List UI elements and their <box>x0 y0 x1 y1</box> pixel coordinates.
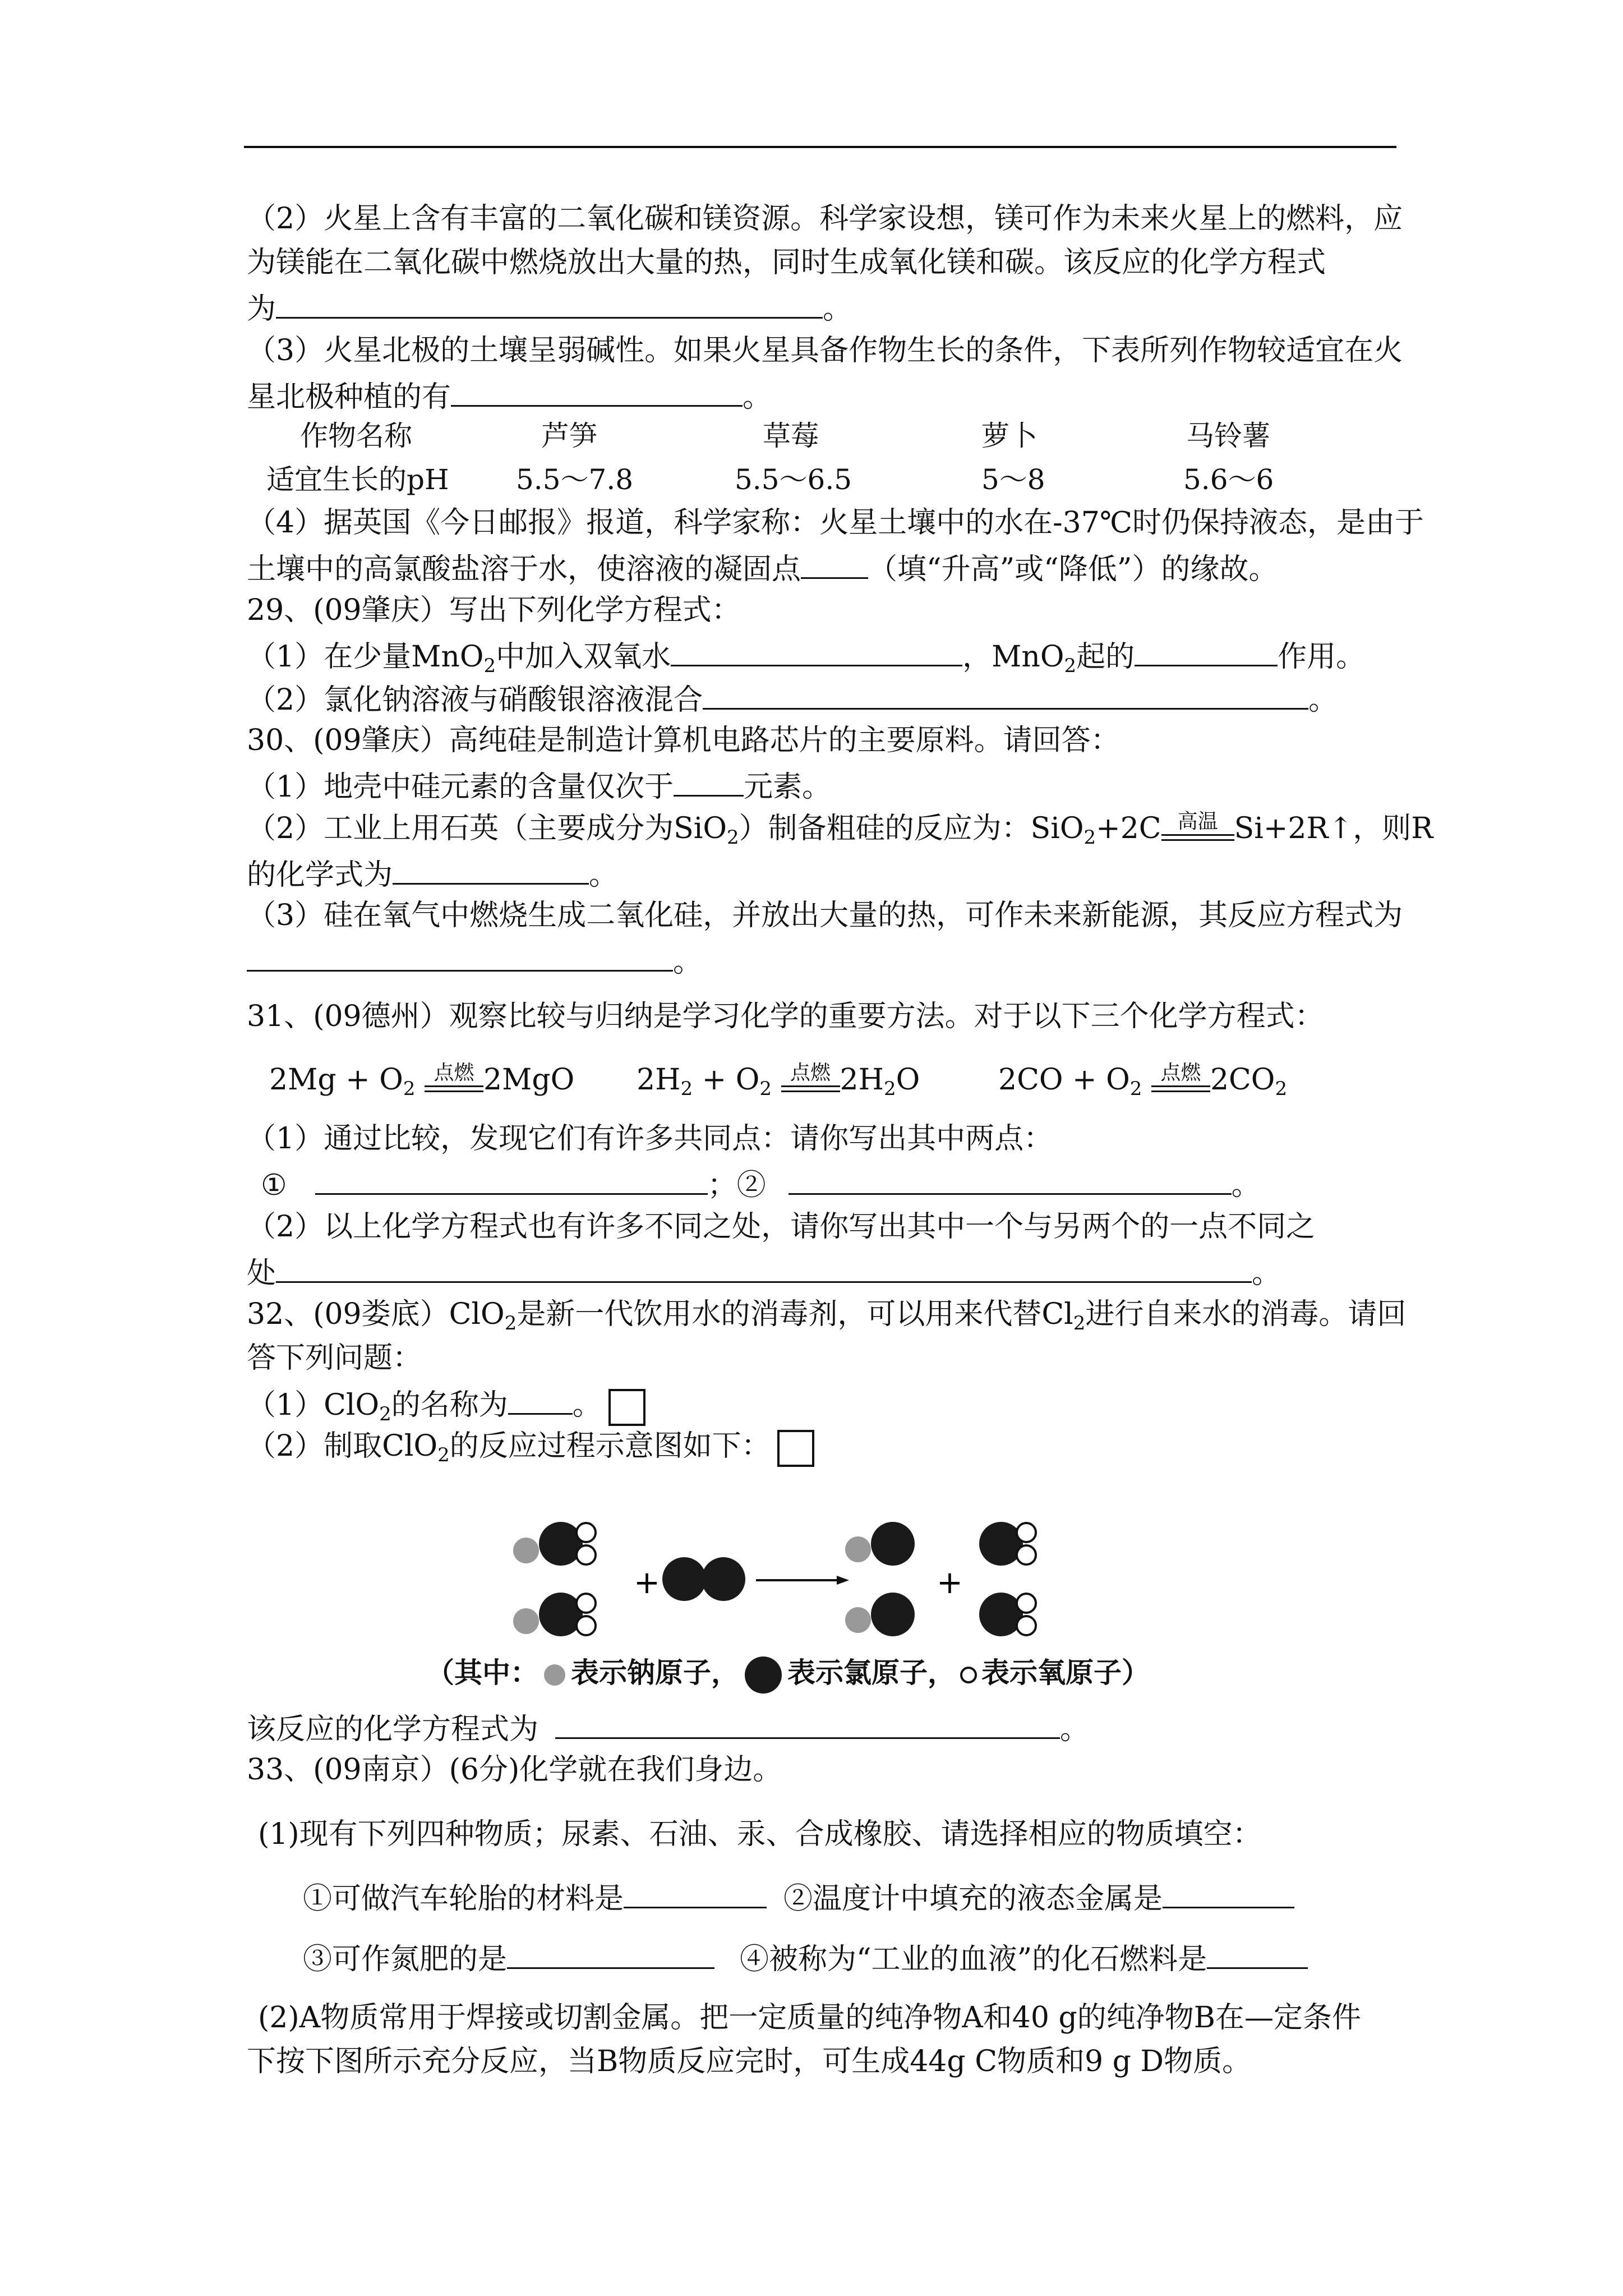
reaction-condition: 高温 <box>1161 822 1234 841</box>
table-cell: 萝卜 <box>981 420 1038 452</box>
answer-blank[interactable] <box>1135 634 1278 666</box>
table-cell: 5.5～7.8 <box>516 463 634 496</box>
answer-blank[interactable] <box>1163 1876 1294 1908</box>
table-cell: 5～8 <box>981 463 1045 496</box>
answer-blank[interactable] <box>671 634 962 666</box>
table-cell: 马铃薯 <box>1186 420 1270 452</box>
q33-items-row1: ①可做汽车轮胎的材料是 ②温度计中填充的液态金属是 <box>303 1876 1294 1918</box>
table-cell: 5.5～6.5 <box>735 463 852 496</box>
sodium-chlorite-molecule <box>513 1593 596 1636</box>
q33-p2-line2: 下按下图所示充分反应，当B物质反应完时，可生成44g C物质和9 g D物质。 <box>247 2045 1252 2078</box>
q33-heading: 33、(09南京）(6分)化学就在我们身边。 <box>247 1753 782 1787</box>
chlorine-molecule <box>662 1557 745 1601</box>
answer-blank[interactable] <box>315 1163 708 1195</box>
q29-heading: 29、(09肇庆）写出下列化学方程式： <box>247 593 741 627</box>
answer-blank[interactable] <box>703 678 1308 710</box>
reaction-condition: 点燃 <box>781 1073 840 1092</box>
reaction-arrow <box>756 1576 849 1585</box>
q28-p2-line2: 为镁能在二氧化碳中燃烧放出大量的热，同时生成氧化镁和碳。该反应的化学方程式 <box>247 246 1326 279</box>
q31-p1: （1）通过比较，发现它们有许多共同点：请你写出其中两点： <box>247 1122 1053 1156</box>
oxygen-atom-icon <box>960 1667 977 1683</box>
q32-heading-line1: 32、(09娄底）ClO$_2$是新一代饮用水的消毒剂，可以用来代替$Cl_2$进行自来水的消毒。请回 <box>247 1297 1407 1335</box>
sodium-chlorite-molecule <box>513 1522 596 1566</box>
q31-p1-answers: ① ；② 。 <box>261 1163 1261 1205</box>
answer-blank[interactable] <box>789 1163 1232 1195</box>
q30-p3-line2: 。 <box>247 940 702 982</box>
q30-heading: 30、(09肇庆）高纯硅是制造计算机电路芯片的主要原料。请回答： <box>247 724 1120 757</box>
q30-p3-line1: （3）硅在氧气中燃烧生成二氧化硅，并放出大量的热，可作未来新能源，其反应方程式为 <box>247 899 1403 932</box>
q32-heading-line2: 答下列问题： <box>247 1341 422 1375</box>
answer-blank[interactable] <box>508 1383 573 1415</box>
answer-blank[interactable] <box>801 547 868 579</box>
q28-p3-line1: （3）火星北极的土壤呈弱碱性。如果火星具备作物生长的条件，下表所列作物较适宜在火 <box>247 334 1403 367</box>
q30-p1: （1）地壳中硅元素的含量仅次于 元素。 <box>247 765 831 807</box>
q30-p2-line2: 的化学式为 。 <box>247 853 618 895</box>
chlorine-atom-icon <box>745 1657 782 1694</box>
table-cell: 适宜生长的pH <box>266 463 449 496</box>
answer-blank[interactable] <box>276 287 823 319</box>
q33-p2-line1: (2)A物质常用于焊接或切割金属。把一定质量的纯净物A和40 g的纯净物B在—定条件 <box>258 2001 1361 2035</box>
reaction-condition: 点燃 <box>1151 1073 1210 1092</box>
plus-sign: + <box>937 1565 963 1601</box>
reaction-condition: 点燃 <box>425 1073 483 1092</box>
checkbox[interactable] <box>777 1430 814 1467</box>
chlorine-dioxide-molecule <box>979 1593 1036 1636</box>
q31-heading: 31、(09德州）观察比较与归纳是学习化学的重要方法。对于以下三个化学方程式： <box>247 1000 1324 1033</box>
q28-p4-line1: （4）据英国《今日邮报》报道，科学家称：火星土壤中的水在-37℃时仍保持液态，是由于 <box>247 506 1424 540</box>
checkbox[interactable] <box>608 1389 645 1426</box>
q31-p2-line1: （2）以上化学方程式也有许多不同之处，请你写出其中一个与另两个的一点不同之 <box>247 1210 1316 1244</box>
answer-blank[interactable] <box>507 1937 714 1969</box>
q32-p2: （2）制取ClO$_2$的反应过程示意图如下： <box>247 1427 814 1467</box>
q30-p2-line1: （2）工业上用石英（主要成分为SiO$_2$）制备粗硅的反应为：SiO$_2$+2C 高温 Si+2R↑，则R <box>247 810 1433 849</box>
sodium-chloride-molecule <box>845 1522 915 1566</box>
q32-p1: （1）ClO$_2$的名称为 。 <box>247 1383 645 1426</box>
q28-p2-line3: 为 。 <box>247 287 852 329</box>
table-cell: 草莓 <box>763 420 819 452</box>
table-cell: 作物名称 <box>300 420 412 452</box>
q33-p1: (1)现有下列四种物质；尿素、石油、汞、合成橡胶、请选择相应的物质填空： <box>258 1818 1262 1851</box>
q28-p2-line1: （2）火星上含有丰富的二氧化碳和镁资源。科学家设想，镁可作为未来火星上的燃料，应 <box>247 202 1403 236</box>
answer-blank[interactable] <box>393 853 589 885</box>
equation-3: $2CO + O_2$ 点燃 $2CO_2$ <box>998 1061 1288 1100</box>
q29-p2: （2）氯化钠溶液与硝酸银溶液混合 。 <box>247 678 1338 720</box>
answer-blank[interactable] <box>247 940 673 972</box>
equation-2: $2H_2 + O_2$ 点燃 $2H_2O$ <box>637 1061 920 1100</box>
sodium-atom-icon <box>544 1664 565 1686</box>
table-cell: 芦笋 <box>541 420 597 452</box>
q29-p1: （1）在少量MnO$_2$中加入双氧水 ，MnO$_2$起的 作用。 <box>247 634 1365 677</box>
answer-blank[interactable] <box>451 375 743 407</box>
equation-1: $2Mg + O_2$ 点燃 2MgO <box>269 1061 575 1100</box>
plus-sign: + <box>634 1565 660 1601</box>
answer-blank[interactable] <box>555 1707 1060 1739</box>
answer-blank[interactable] <box>276 1251 1252 1283</box>
q32-equation: 该反应的化学方程式为 。 <box>247 1707 1089 1749</box>
sodium-chloride-molecule <box>845 1593 915 1636</box>
q28-p4-line2: 土壤中的高氯酸盐溶于水，使溶液的凝固点 （填“升高”或“降低”）的缘故。 <box>247 547 1278 589</box>
q28-p3-line2: 星北极种植的有 。 <box>247 375 772 417</box>
chlorine-dioxide-molecule <box>979 1522 1036 1566</box>
header-rule <box>244 146 1396 148</box>
q33-items-row2: ③可作氮肥的是 ④被称为“工业的血液”的化石燃料是 <box>303 1937 1308 1979</box>
reaction-diagram <box>494 1509 1066 1649</box>
answer-blank[interactable] <box>624 1876 767 1908</box>
diagram-legend: （其中： 表示钠原子， 表示氯原子， 表示氧原子） <box>426 1650 1150 1694</box>
table-cell: 5.6～6 <box>1183 463 1274 496</box>
answer-blank[interactable] <box>674 765 744 797</box>
q31-p2-line2: 处 。 <box>247 1251 1281 1293</box>
answer-blank[interactable] <box>1207 1937 1308 1969</box>
